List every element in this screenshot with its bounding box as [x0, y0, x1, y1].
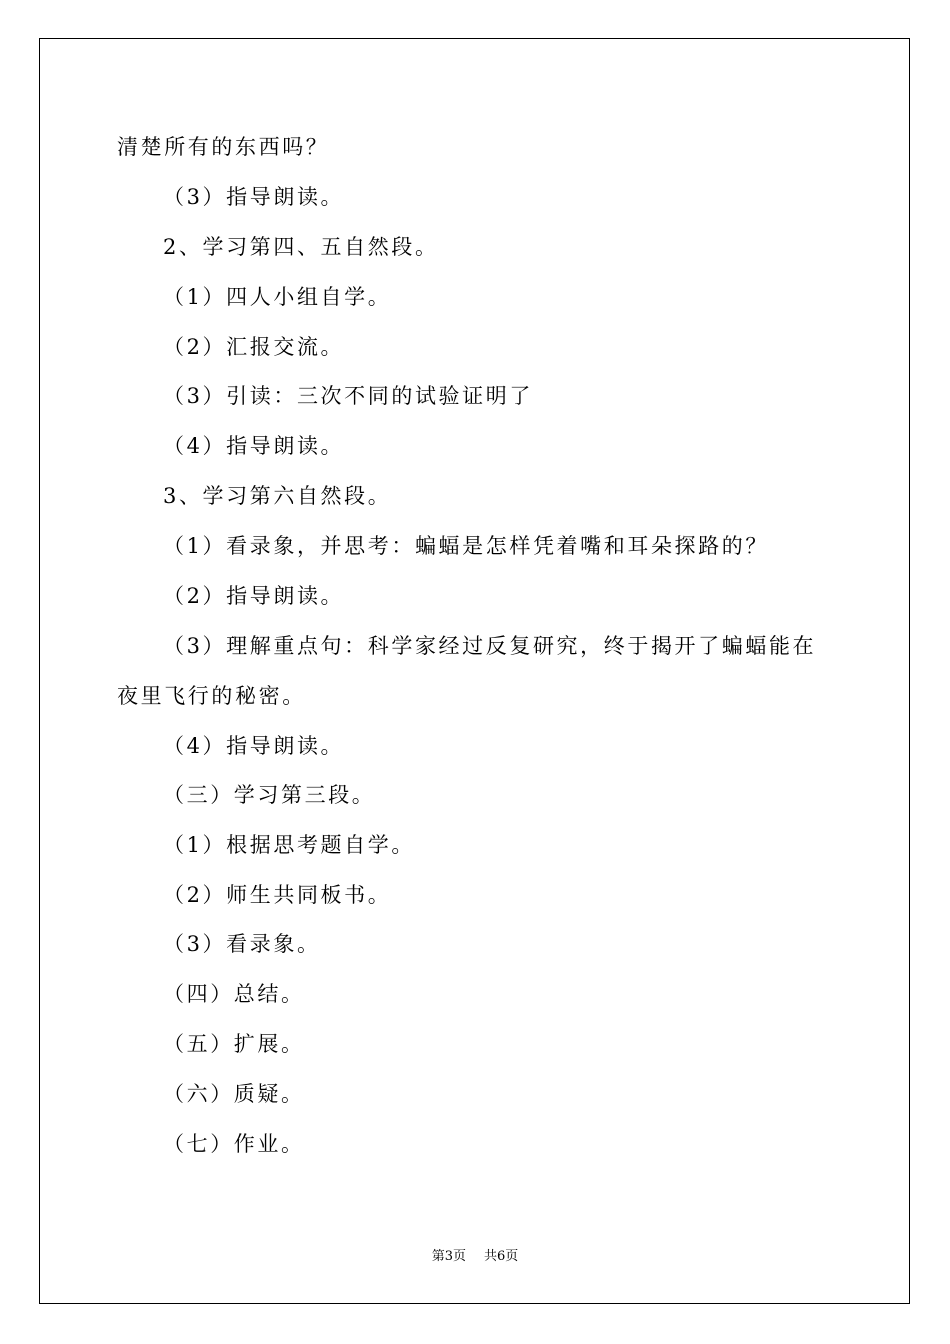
text-line-13: （4）指导朗读。	[163, 734, 345, 758]
text-line-21: （七）作业。	[163, 1132, 305, 1156]
text-line-7: （4）指导朗读。	[163, 434, 345, 458]
total-pages: 共6页	[484, 1249, 519, 1264]
text-line-10: （2）指导朗读。	[163, 584, 345, 608]
text-line-16: （2）师生共同板书。	[163, 883, 392, 907]
text-line-6: （3）引读：三次不同的试验证明了	[163, 384, 533, 408]
text-line-5: （2）汇报交流。	[163, 335, 345, 359]
text-line-2: （3）指导朗读。	[163, 185, 345, 209]
text-line-17: （3）看录象。	[163, 932, 321, 956]
text-line-18: （四）总结。	[163, 982, 305, 1006]
page-footer	[0, 1248, 950, 1266]
text-line-4: （1）四人小组自学。	[163, 285, 392, 309]
text-line-14: （三）学习第三段。	[163, 783, 376, 807]
text-line-8: 3、学习第六自然段。	[163, 484, 392, 508]
text-line-1: 清楚所有的东西吗？	[117, 135, 330, 159]
text-line-9: （1）看录象，并思考：蝙蝠是怎样凭着嘴和耳朵探路的？	[163, 534, 769, 558]
text-line-12: 夜里飞行的秘密。	[117, 684, 306, 708]
text-line-20: （六）质疑。	[163, 1082, 305, 1106]
text-line-3: 2、学习第四、五自然段。	[163, 235, 439, 259]
page-border	[39, 38, 910, 1304]
text-line-19: （五）扩展。	[163, 1032, 305, 1056]
page-number: 第3页	[431, 1249, 466, 1264]
text-line-15: （1）根据思考题自学。	[163, 833, 415, 857]
text-line-11: （3）理解重点句：科学家经过反复研究，终于揭开了蝙蝠能在	[163, 634, 817, 658]
